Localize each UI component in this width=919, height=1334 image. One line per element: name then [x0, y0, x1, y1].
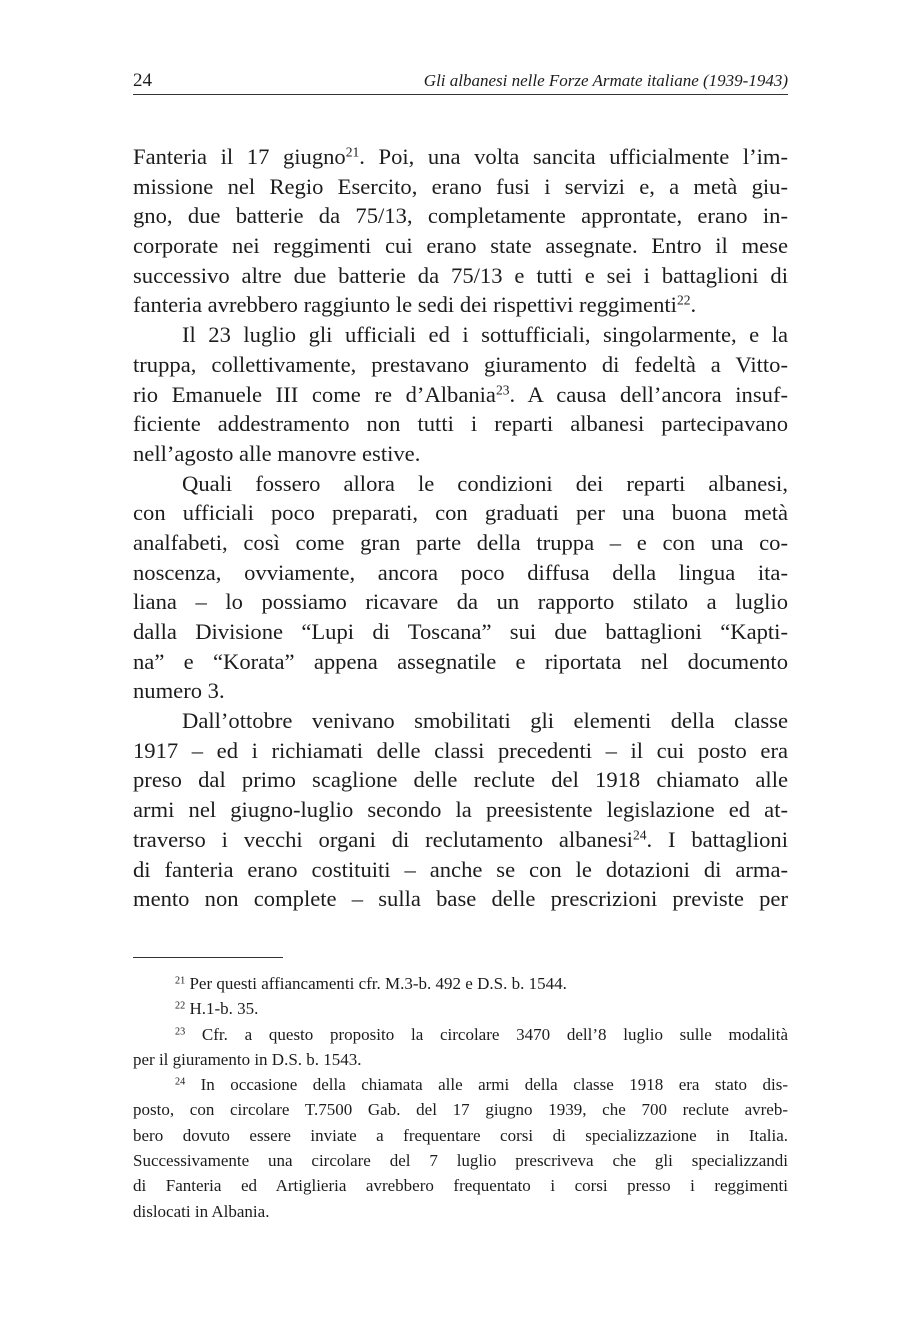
text-line: Quali fossero allora le condizioni dei reparti albanesi,	[182, 470, 788, 496]
footnote-21	[133, 971, 788, 996]
text-line: corporate nei reggimenti cui erano state assegnate. Entro il mese	[133, 233, 788, 259]
text-line: Il 23 luglio gli ufficiali ed i sottufficiali, singolarmente, e la	[182, 322, 788, 348]
text-line: nell’agosto alle manovre estive.	[133, 440, 421, 466]
footnote-line: dislocati in Albania.	[133, 1201, 270, 1221]
footnote-number: 22	[175, 1000, 186, 1012]
footnote-22	[133, 996, 788, 1021]
footnote-divider	[133, 957, 283, 958]
footnote-ref: 24	[632, 827, 647, 843]
text-line: missione nel Regio Esercito, erano fusi i servizi e, a metà giu-	[133, 173, 788, 199]
footnote-number: 21	[175, 975, 186, 987]
page-header	[133, 68, 788, 95]
paragraph-2	[133, 320, 788, 468]
text-line: con ufficiali poco preparati, con graduati per una buona metà	[133, 500, 788, 526]
text-line: analfabeti, così come gran parte della truppa – e con una co-	[133, 529, 788, 555]
text-line: armi nel giugno-luglio secondo la preesistente legislazione ed at-	[133, 797, 788, 823]
text-line: preso dal primo scaglione delle reclute del 1918 chiamato alle	[133, 767, 788, 793]
text-line: liana – lo possiamo ricavare da un rapporto stilato a luglio	[133, 589, 788, 615]
footnote-line: Successivamente una circolare del 7 luglio prescriveva che gli specializzandi	[133, 1151, 788, 1171]
body-text	[133, 142, 788, 914]
footnote-ref: 21	[345, 144, 360, 160]
page-number: 24	[133, 70, 152, 91]
text-line: noscenza, ovviamente, ancora poco diffusa della lingua ita-	[133, 559, 788, 585]
text-line: successivo altre due batterie da 75/13 e tutti e sei i battaglioni di	[133, 262, 788, 288]
text-line: gno, due batterie da 75/13, completamente approntate, erano in-	[133, 203, 788, 229]
footnote-number: 24	[175, 1076, 186, 1088]
footnote-line: bero dovuto essere inviate a frequentare corsi di specializzazione in Italia.	[133, 1125, 788, 1145]
text-line: di fanteria erano costituiti – anche se con le dotazioni di arma-	[133, 856, 788, 882]
text-line: dalla Divisione “Lupi di Toscana” sui due battaglioni “Kapti-	[133, 619, 788, 644]
footnote-ref: 23	[495, 382, 510, 398]
footnote-line: $^{23}$ Cfr. a questo proposito la circolare 3470 dell’8 luglio sulle modalità	[175, 1024, 788, 1044]
footnote-number: 23	[175, 1025, 186, 1037]
text-line: Dall’ottobre venivano smobilitati gli elementi della classe	[182, 708, 788, 734]
footnote-23	[133, 1022, 788, 1073]
text-line: mento non complete – sulla base delle prescrizioni previste per	[133, 886, 788, 912]
text-line: fanteria avrebbero raggiunto le sedi dei rispettivi reggimenti$^{22}$.	[133, 292, 697, 318]
footnote-24	[133, 1072, 788, 1224]
text-line: numero 3.	[133, 678, 225, 704]
text-line: 1917 – ed i richiamati delle classi precedenti – il cui posto era	[133, 737, 788, 763]
footnote-line: di Fanteria ed Artiglieria avrebbero frequentato i corsi presso i reggimenti	[133, 1176, 788, 1196]
footnote-line: $^{22}$ H.1-b. 35.	[175, 999, 259, 1019]
text-line: rio Emanuele III come re d’Albania$^{23}$. A causa dell’ancora insuf-	[133, 381, 788, 407]
text-line: truppa, collettivamente, prestavano giuramento di fedeltà a Vitto-	[133, 351, 788, 377]
text-line: na” e “Korata” appena assegnatile e riportata nel documento	[133, 648, 788, 674]
footnote-line: posto, con circolare T.7500 Gab. del 17 giugno 1939, che 700 reclute avreb-	[133, 1100, 788, 1120]
text-line: ficiente addestramento non tutti i reparti albanesi partecipavano	[133, 411, 788, 437]
footnote-line: per il giuramento in D.S. b. 1543.	[133, 1049, 362, 1069]
text-line: Fanteria il 17 giugno$^{21}$. Poi, una volta sancita ufficialmente l’im-	[133, 144, 788, 169]
paragraph-4	[133, 706, 788, 914]
footnotes	[133, 971, 788, 1224]
paragraph-1	[133, 142, 788, 320]
footnote-line: $^{24}$ In occasione della chiamata alle armi della classe 1918 era stato dis-	[175, 1075, 788, 1095]
footnote-line: $^{21}$ Per questi affiancamenti cfr. M.3-b. 492 e D.S. b. 1544.	[175, 974, 567, 993]
text-line: traverso i vecchi organi di reclutamento albanesi$^{24}$. I battaglioni	[133, 826, 788, 852]
running-title: Gli albanesi nelle Forze Armate italiane (1939-1943)	[423, 71, 788, 90]
paragraph-3	[133, 469, 788, 707]
footnote-ref: 22	[676, 292, 691, 308]
